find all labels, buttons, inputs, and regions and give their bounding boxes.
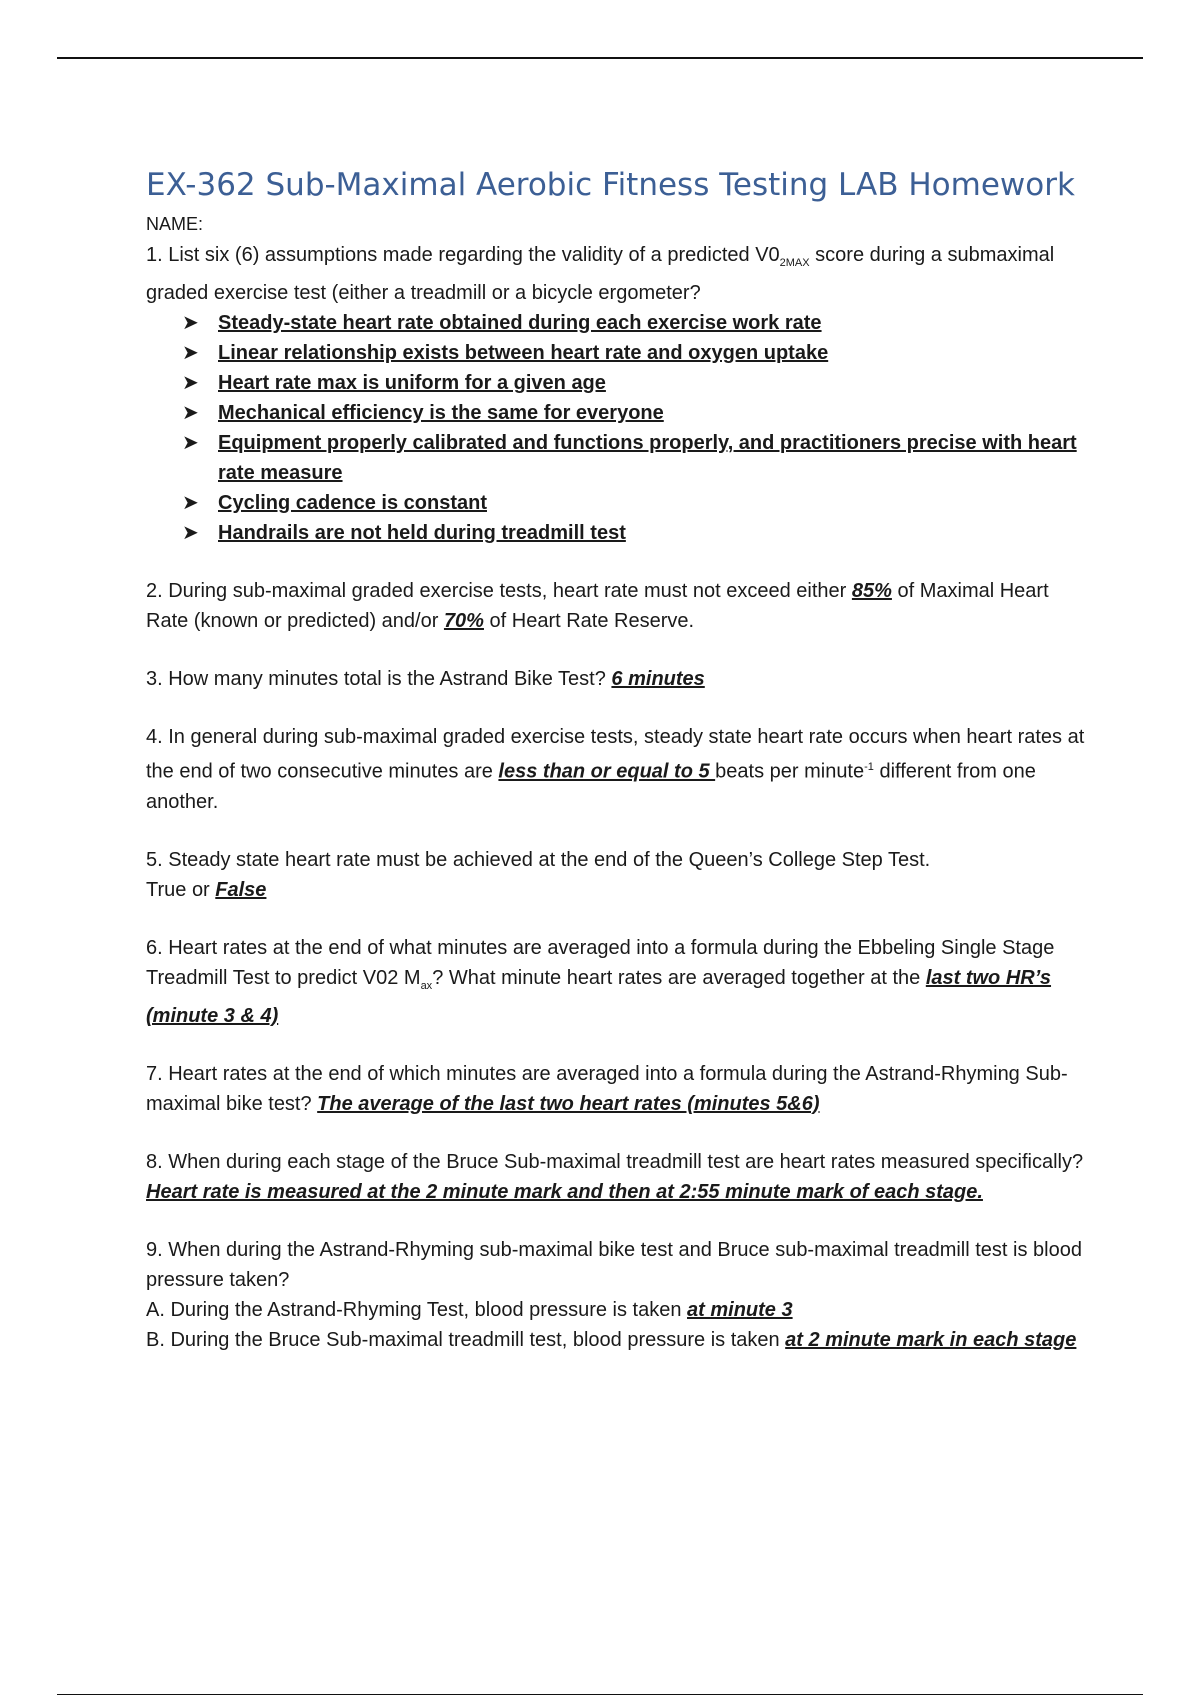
answer: The average of the last two heart rates (minutes 5&6) [317, 1092, 820, 1115]
list-item: ➤ Mechanical efficiency is the same for everyone [182, 398, 1086, 428]
answer: 6 minutes [611, 668, 705, 690]
answer: last two HR’s (minute 3 & 4) [146, 966, 1052, 1027]
arrow-bullet-icon: ➤ [182, 492, 199, 514]
question-1: 1. List six (6) assumptions made regarding the validity of a predicted $V0_{2MAX}$ score during a submaximal graded exercise test (either a treadmill or a bicycle ergometer? [146, 244, 1055, 304]
arrow-bullet-icon: ➤ [182, 342, 199, 364]
answer: 85% [851, 580, 892, 602]
answer: less than or equal to 5 [498, 760, 716, 783]
list-item: ➤ Equipment properly calibrated and functions properly, and practitioners precise with heart rate measure [182, 428, 1086, 488]
header-rule [57, 57, 1143, 59]
list-item: ➤ Handrails are not held during treadmill test [182, 518, 1086, 548]
question-3: 3. How many minutes total is the Astrand Bike Test? 6 minutes [146, 668, 705, 690]
footer-rule [57, 1694, 1143, 1695]
answer: at minute 3 [687, 1298, 793, 1321]
question-6: 6. Heart rates at the end of what minutes are averaged into a formula during the Ebbeling Single Stage Treadmill Test to predict V02 $M_{ax}$? What minute heart rates are averaged together at the last two HR’s (minute 3 & 4) [146, 936, 1055, 1027]
name-label: NAME: [146, 214, 204, 234]
arrow-bullet-icon: ➤ [182, 312, 199, 334]
answer: False [215, 878, 267, 901]
list-item: ➤ Linear relationship exists between heart rate and oxygen uptake [182, 338, 1086, 368]
document-title: EX-362 Sub-Maximal Aerobic Fitness Testing LAB Homework [146, 167, 1075, 203]
document-body [146, 164, 1086, 1355]
arrow-bullet-icon: ➤ [182, 522, 199, 544]
question-8: 8. When during each stage of the Bruce Sub-maximal treadmill test are heart rates measured specifically? Heart rate is measured at the 2 minute mark and then at 2:55 minute mark of each stage. [146, 1150, 1084, 1203]
list-item: ➤ Heart rate max is uniform for a given age [182, 368, 1086, 398]
list-item: ➤ Cycling cadence is constant [182, 488, 1086, 518]
question-7: 7. Heart rates at the end of which minutes are averaged into a formula during the Astrand-Rhyming Sub-maximal bike test? The average of the last two heart rates (minutes 5&6) [146, 1062, 1068, 1115]
assumption-list [146, 308, 1086, 548]
question-4: 4. In general during sub-maximal graded exercise tests, steady state heart rate occurs when heart rates at the end of two consecutive minutes are less than or equal to 5 beats per minute$^{-1}$ different from one another. [146, 726, 1085, 813]
arrow-bullet-icon: ➤ [182, 432, 199, 454]
list-item: ➤ Steady-state heart rate obtained during each exercise work rate [182, 308, 1086, 338]
answer: Heart rate is measured at the 2 minute mark and then at 2:55 minute mark of each stage. [146, 1180, 983, 1203]
question-9: 9. When during the Astrand-Rhyming sub-maximal bike test and Bruce sub-maximal treadmill test is blood pressure taken? A. During the Astrand-Rhyming Test, blood pressure is taken at minute 3 B. During the Bruce Sub-maximal treadmill test, blood pressure is taken at 2 minute mark in each stage [146, 1238, 1082, 1351]
question-5: 5. Steady state heart rate must be achieved at the end of the Queen’s College Step Test. True or False [146, 848, 931, 901]
question-2: 2. During sub-maximal graded exercise tests, heart rate must not exceed either 85% of Maximal Heart Rate (known or predicted) and/or 70% of Heart Rate Reserve. [146, 580, 1049, 632]
answer: at 2 minute mark in each stage [785, 1328, 1077, 1351]
answer: 70% [443, 610, 484, 632]
arrow-bullet-icon: ➤ [182, 372, 199, 394]
arrow-bullet-icon: ➤ [182, 402, 199, 424]
